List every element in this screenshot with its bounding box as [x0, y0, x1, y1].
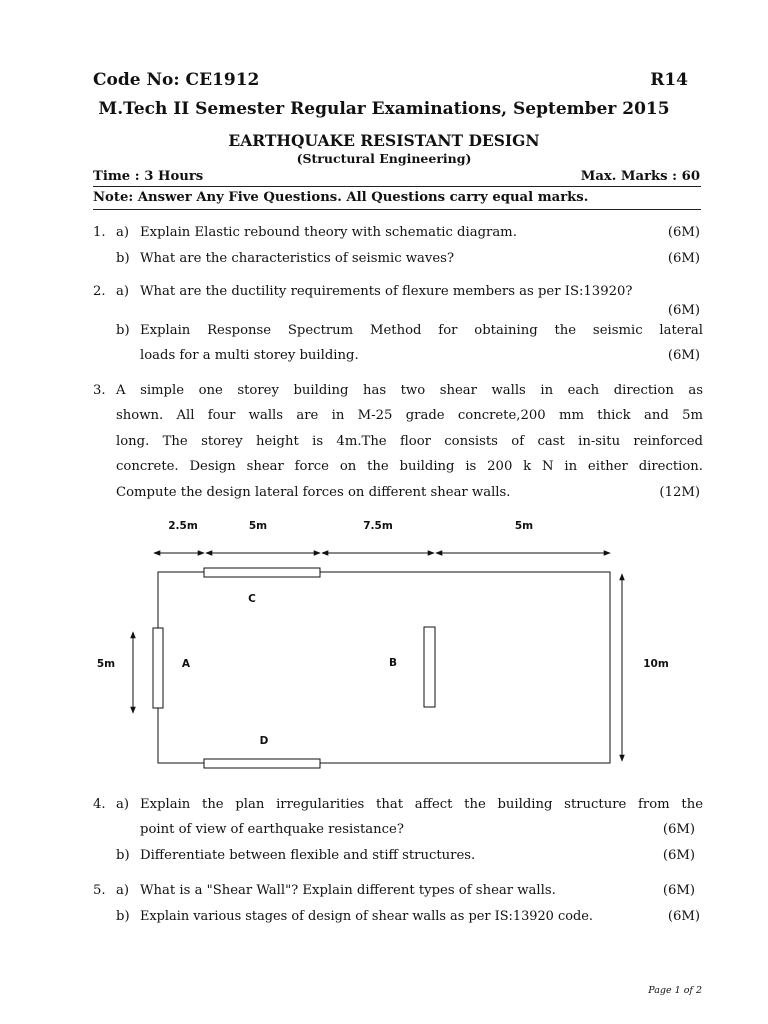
divider [93, 209, 701, 210]
wall-label: C [248, 593, 256, 605]
dimension-label: 5m [248, 520, 268, 532]
question-text: Compute the design lateral forces on different shear walls. [116, 485, 511, 500]
question-text: Explain Elastic rebound theory with schematic diagram. [140, 225, 517, 240]
marks: (6M) [667, 909, 700, 924]
wall-label: D [259, 735, 269, 747]
question-text: A simple one storey building has two shear walls in each direction as [116, 383, 703, 398]
building-outline [158, 572, 610, 763]
regulation: R14 [650, 70, 688, 90]
marks: (6M) [667, 303, 700, 318]
part-label: b) [116, 323, 130, 338]
part-label: b) [116, 848, 130, 863]
dimension-label: 5m [514, 520, 534, 532]
dimension-label: 2.5m [168, 520, 198, 532]
note: Note: Answer Any Five Questions. All Questions carry equal marks. [93, 190, 589, 205]
shear-wall-a [153, 628, 163, 708]
question-text: point of view of earthquake resistance? [140, 822, 404, 837]
shear-wall-b [424, 627, 435, 707]
part-label: a) [116, 225, 130, 240]
part-label: a) [116, 883, 130, 898]
question-number: 1. [93, 225, 106, 240]
branch: (Structural Engineering) [296, 151, 472, 166]
question-text: Explain various stages of design of shear walls as per IS:13920 code. [140, 909, 593, 924]
marks: (6M) [667, 348, 700, 363]
wall-label: B [388, 657, 398, 669]
part-label: b) [116, 251, 130, 266]
question-text: loads for a multi storey building. [140, 348, 359, 363]
shear-wall-d [204, 759, 320, 768]
question-text: What are the ductility requirements of flexure members as per IS:13920? [140, 284, 633, 299]
question-text: Differentiate between flexible and stiff structures. [140, 848, 476, 863]
dimension-label: 7.5m [363, 520, 393, 532]
part-label: a) [116, 797, 130, 812]
marks: (6M) [662, 822, 695, 837]
dimension-label: 5m [96, 658, 116, 670]
part-label: a) [116, 284, 130, 299]
max-marks: Max. Marks : 60 [580, 169, 700, 184]
dimension-label: 10m [643, 658, 669, 670]
question-text: What is a "Shear Wall"? Explain different types of shear walls. [140, 883, 556, 898]
exam-title: M.Tech II Semester Regular Examinations, September 2015 [98, 99, 670, 119]
shear-wall-plan-diagram [0, 510, 768, 775]
page-number: Page 1 of 2 [648, 985, 702, 996]
code-number: Code No: CE1912 [93, 70, 260, 90]
question-text: Explain the plan irregularities that affect the building structure from the [140, 797, 703, 812]
question-text: What are the characteristics of seismic waves? [140, 251, 455, 266]
question-text: Explain Response Spectrum Method for obtaining the seismic lateral [140, 323, 703, 338]
marks: (6M) [662, 883, 695, 898]
part-label: b) [116, 909, 130, 924]
wall-label: A [181, 658, 191, 670]
shear-wall-c [204, 568, 320, 577]
question-text: concrete. Design shear force on the building is 200 k N in either direction. [116, 459, 703, 474]
marks: (6M) [667, 225, 700, 240]
question-number: 4. [93, 797, 106, 812]
question-text: shown. All four walls are in M-25 grade concrete,200 mm thick and 5m [116, 408, 703, 423]
marks: (6M) [667, 251, 700, 266]
question-text: long. The storey height is 4m.The floor consists of cast in-situ reinforced [116, 434, 703, 449]
subject-title: EARTHQUAKE RESISTANT DESIGN [228, 131, 540, 150]
marks: (6M) [662, 848, 695, 863]
exam-time: Time : 3 Hours [93, 169, 204, 184]
question-number: 2. [93, 284, 106, 299]
question-number: 5. [93, 883, 106, 898]
marks: (12M) [659, 485, 700, 500]
question-number: 3. [93, 383, 106, 398]
divider [93, 186, 701, 187]
